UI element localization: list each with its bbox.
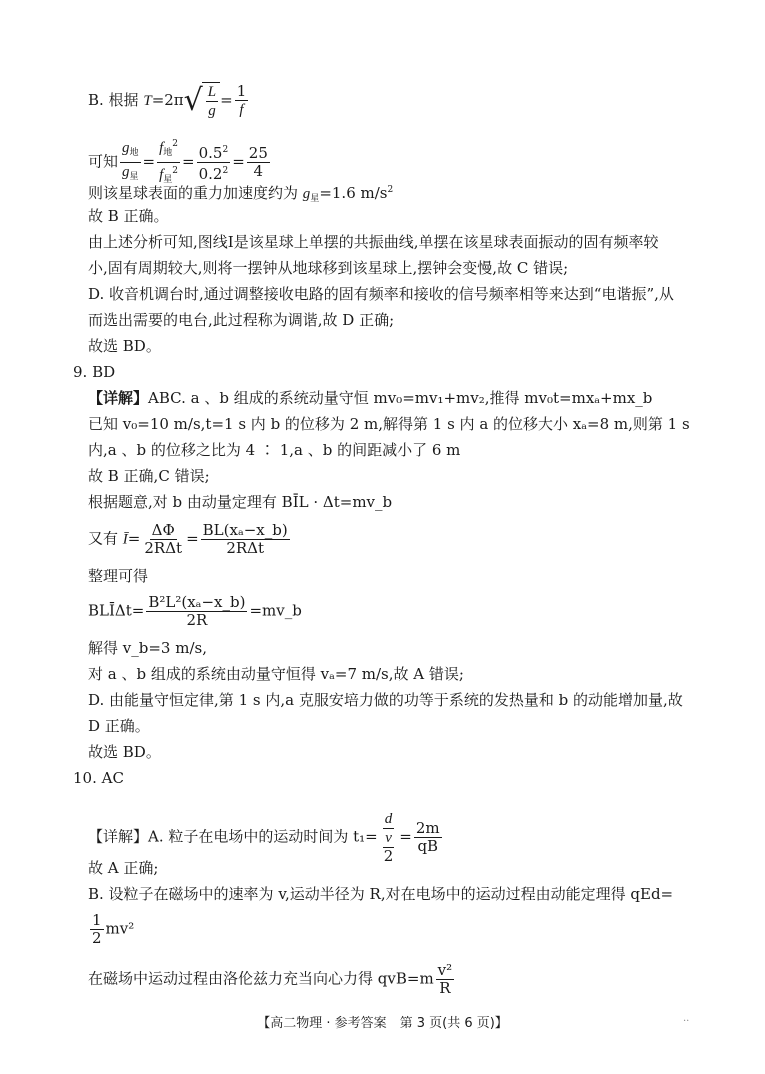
q8-ratio-prefix: 可知 (88, 152, 119, 171)
q8-ratio-mid-num: 0.5 (198, 144, 223, 162)
q9-l4: 故 B 正确,C 错误; (88, 467, 210, 485)
q10-l5-num: v² (437, 961, 453, 979)
q9-line1 (88, 388, 652, 408)
q10-l4-suffix: mv² (105, 919, 135, 938)
q10-l4-den: 2 (92, 929, 102, 947)
q9-l8-num: B²L²(xₐ−x_b) (148, 593, 246, 611)
q8-b-g: g (208, 103, 216, 119)
q8-ratio-mid-den: 0.2 (198, 165, 223, 183)
q9-l8-prefix: BLĪΔt= (88, 601, 145, 620)
q9-l3: 内,a 、b 的位移之比为 4 ∶ 1,a 、b 的间距减小了 6 m (88, 441, 461, 459)
q9-detail-label: 【详解】 (88, 389, 149, 407)
q8-c-line2: 小,固有周期较大,则将一摆钟从地球移到该星球上,摆钟会变慢,故 C 错误; (88, 259, 569, 277)
q9-l6-num1: ΔΦ (151, 521, 175, 539)
q9-l5: 根据题意,对 b 由动量定理有 BĪL · Δt=mv_b (88, 493, 393, 511)
q8-ratio-result: 25 (248, 144, 268, 162)
q9-l6-den2: 2RΔt (226, 539, 265, 557)
q10-l1-prefix: 【详解】A. 粒子在电场中的运动时间为 t₁= (88, 827, 378, 846)
q9-l6-num2: BL(xₐ−x_b) (202, 521, 288, 539)
q8-b-prefix: B. 根据 (88, 91, 139, 109)
q10-l5 (88, 962, 456, 997)
q9-header: 9. BD (73, 363, 116, 381)
q9-l12: D 正确。 (88, 717, 150, 735)
q8-b-f: f (239, 102, 244, 118)
q8-b-correct: 故 B 正确。 (88, 207, 169, 225)
q8-b-sqrt: √ $\frac{L}{g}$ (184, 82, 220, 120)
q10-l1-2: 2 (383, 847, 394, 865)
q10-l1: 【详解】A. 粒子在电场中的运动时间为 t₁= $\frac{d}{\frac{v}{2}}$ = $\frac{2m}{qB}$ (88, 811, 440, 865)
q10-header: 10. AC (73, 769, 124, 787)
q8-b-one: 1 (236, 82, 247, 100)
q10-l4-num: 1 (92, 911, 102, 929)
q9-l6-den1: 2RΔt (144, 539, 183, 557)
q8-d-line2: 而选出需要的电台,此过程称为调谐,故 D 正确; (88, 311, 395, 329)
q8-c-line1: 由上述分析可知,图线Ⅰ是该星球上单摆的共振曲线,单摆在该星球表面振动的固有频率较 (88, 233, 659, 251)
q10-l5-den: R (439, 979, 451, 997)
q9-choose: 故选 BD。 (88, 743, 161, 761)
q9-l11: D. 由能量守恒定律,第 1 s 内,a 克服安培力做的功等于系统的发热量和 b 的动能增加量,故 (88, 691, 683, 709)
q9-l6: 又有 Ī= $\frac{\Delta\Phi}{\text{2RΔt}}$ = $\frac{\text{BL(xₐ−x\_b)}}{\text{2RΔt}}$ (88, 521, 288, 557)
q8-choose: 故选 BD。 (88, 337, 161, 355)
q9-l8-den: 2R (186, 611, 208, 629)
q10-l4 (88, 912, 134, 947)
q8-b-T: T (143, 93, 152, 109)
q9-l7: 整理可得 (88, 567, 149, 585)
q9-l6-prefix: 又有 (88, 529, 119, 548)
q8-ratio-den: 4 (253, 162, 264, 180)
corner-mark: .. (683, 1013, 690, 1024)
q9-l8-suffix: =mv_b (249, 601, 302, 620)
q10-l1-num: 2m (415, 819, 440, 837)
q10-l5-prefix: 在磁场中运动过程由洛伦兹力充当向心力得 qvB=m (88, 969, 434, 988)
q9-l2: 已知 v₀=10 m/s,t=1 s 内 b 的位移为 2 m,解得第 1 s 内 a 的位移大小 xₐ=8 m,则第 1 s (88, 415, 690, 433)
q10-l1-den: qB (417, 837, 439, 855)
q9-l10: 对 a 、b 组成的系统由动量守恒得 vₐ=7 m/s,故 A 错误; (88, 665, 464, 683)
q9-l8 (88, 594, 302, 629)
q8-b-formula: B. 根据 T=2π √ $\frac{L}{g}$ = $\frac{1}{f}$ (88, 82, 247, 119)
q9-l1: ABC. a 、b 组成的系统动量守恒 mv₀=mv₁+mv₂,推得 mv₀t=mxₐ+mx_b (148, 389, 653, 407)
q8-ratio: 可知 $\frac{g_地}{g_星}$ = $\frac{f_地^2}{f_星^2}$ = $\frac{0.5^2}{0.2^2}$ = $\frac{25}{4}$ (88, 136, 272, 189)
q10-l1-v: v (385, 830, 392, 846)
q8-b-L: L (207, 84, 217, 100)
q10-l1-d: d (384, 811, 393, 827)
q8-b-eq: =2π (151, 91, 184, 109)
q8-gstar-text: 则该星球表面的重力加速度约为 (88, 184, 299, 202)
q10-l3: B. 设粒子在磁场中的速率为 v,运动半径为 R,对在电场中的运动过程由动能定理得 qEd= (88, 885, 674, 903)
q10-l2: 故 A 正确; (88, 859, 159, 877)
page-footer: 【高二物理 · 参考答案 第 3 页(共 6 页)】 (257, 1016, 508, 1031)
q9-l9: 解得 v_b=3 m/s, (88, 639, 207, 657)
q8-gstar: 则该星球表面的重力加速度约为 $g_星=1.6$ $m/s^2$ (88, 184, 394, 204)
q8-d-line1: D. 收音机调台时,通过调整接收电路的固有频率和接收的信号频率相等来达到“电谐振”,从 (88, 285, 674, 303)
q8-gstar-val: =1.6 m/s (319, 184, 388, 202)
